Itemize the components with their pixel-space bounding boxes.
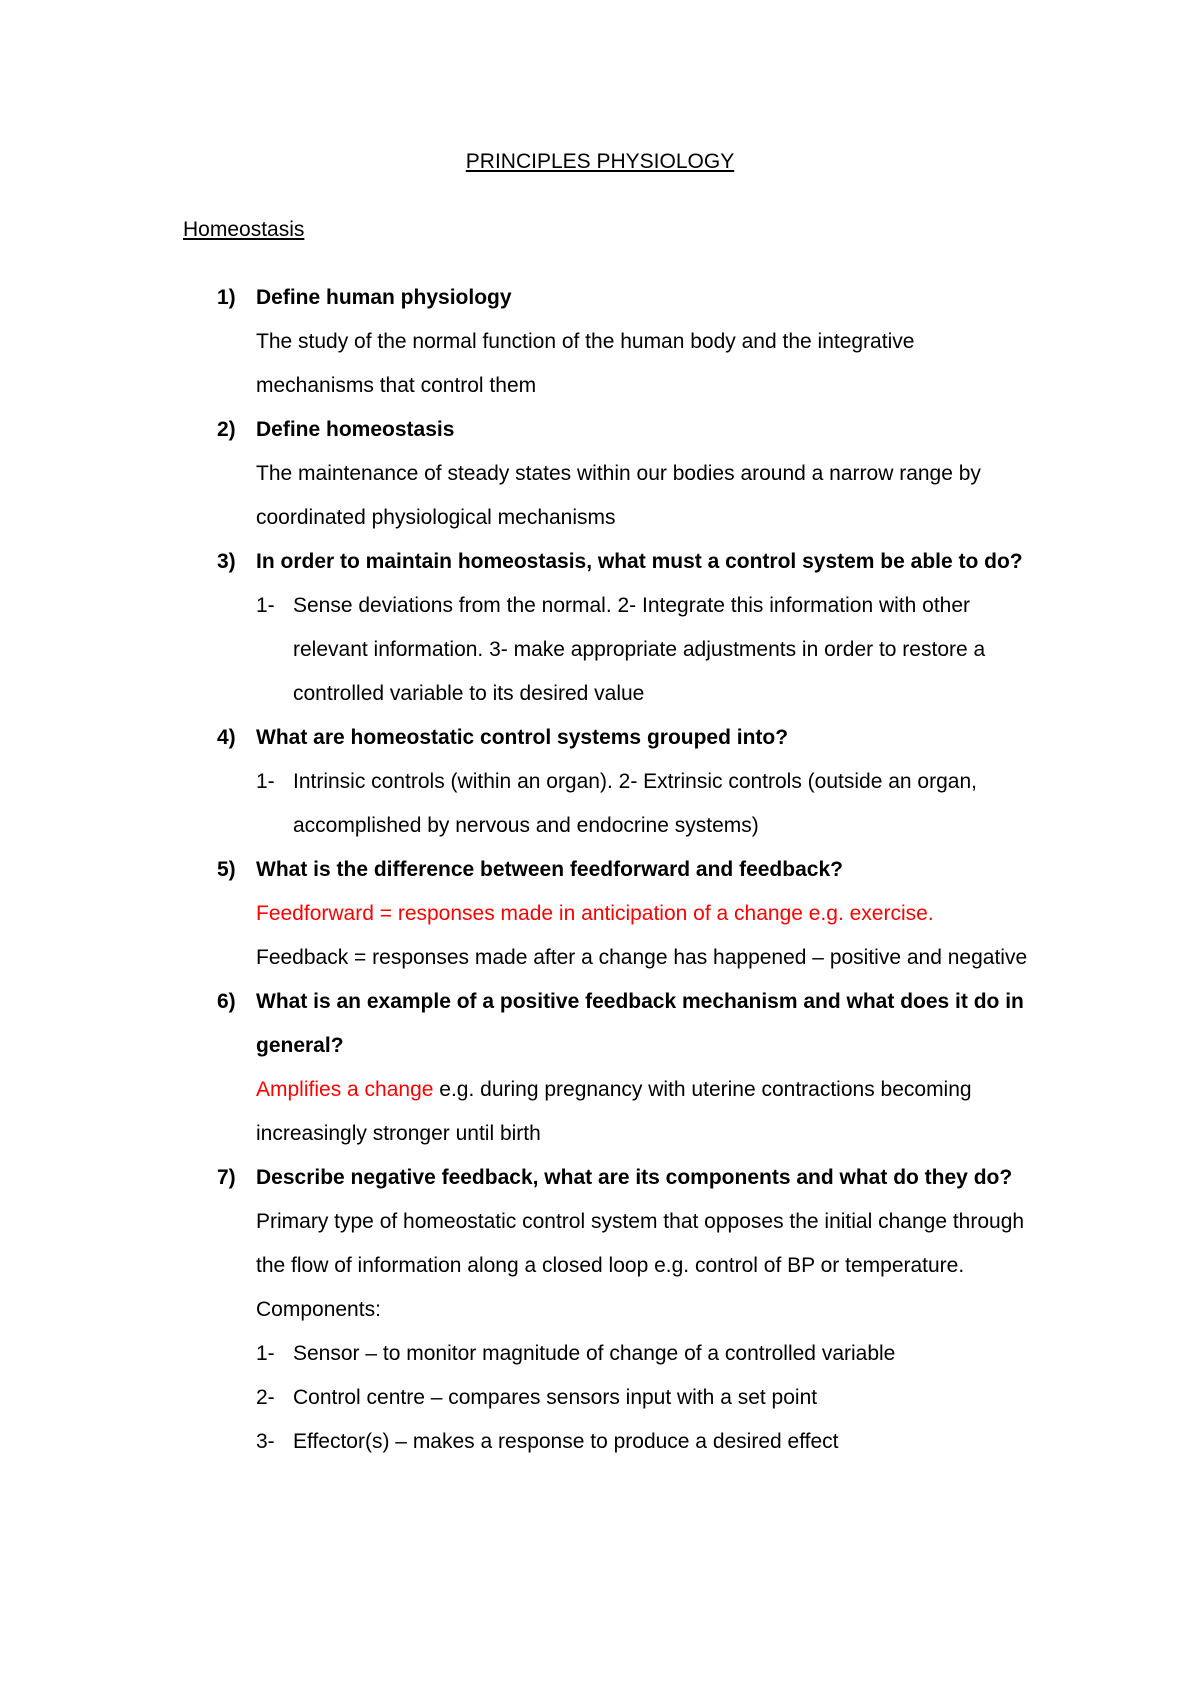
answer-paragraph bbox=[256, 1068, 1036, 1156]
component-text: Sensor – to monitor magnitude of change of a controlled variable bbox=[293, 1342, 896, 1365]
answer-text: e.g. during pregnancy with uterine contractions becoming increasingly stronger until birth bbox=[256, 1078, 972, 1145]
question-list bbox=[0, 276, 1200, 1464]
answer-list bbox=[256, 760, 1036, 848]
question-text: In order to maintain homeostasis, what must a control system be able to do? bbox=[256, 550, 1023, 573]
answer-text: The maintenance of steady states within our bodies around a narrow range by coordinated physiological mechanisms bbox=[256, 462, 981, 529]
highlighted-answer-text: Feedforward = responses made in anticipation of a change e.g. exercise. bbox=[256, 902, 934, 925]
answer-text: Primary type of homeostatic control system that opposes the initial change through the flow of information along a closed loop e.g. control of BP or temperature. Components: bbox=[256, 1210, 1025, 1321]
question-number: 4) bbox=[217, 726, 236, 749]
question-item bbox=[0, 540, 1036, 716]
question-number: 1) bbox=[217, 286, 236, 309]
question-number: 2) bbox=[217, 418, 236, 441]
question-number: 6) bbox=[217, 990, 236, 1013]
section-title: Homeostasis bbox=[183, 218, 305, 241]
answer-list-text: Sense deviations from the normal. 2- Integrate this information with other relevant information. 3- make appropriate adjustments in order to restore a controlled variable to its desired value bbox=[293, 594, 986, 705]
component-item-effector bbox=[256, 1420, 1036, 1464]
question-text: What is an example of a positive feedback mechanism and what does it do in general? bbox=[256, 990, 1024, 1057]
component-number: 2- bbox=[256, 1386, 275, 1409]
component-number: 3- bbox=[256, 1430, 275, 1453]
component-text: Effector(s) – makes a response to produce a desired effect bbox=[293, 1430, 839, 1453]
component-item-control-centre bbox=[256, 1376, 1036, 1420]
question-text: What is the difference between feedforward and feedback? bbox=[256, 858, 843, 881]
component-number: 1- bbox=[256, 1342, 275, 1365]
question-item bbox=[0, 1156, 1036, 1464]
question-number: 3) bbox=[217, 550, 236, 573]
component-item-sensor bbox=[256, 1332, 1036, 1376]
answer-text: The study of the normal function of the human body and the integrative mechanisms that control them bbox=[256, 330, 915, 397]
question-number: 5) bbox=[217, 858, 236, 881]
question-text: Define homeostasis bbox=[256, 418, 455, 441]
highlighted-answer-text: Amplifies a change bbox=[256, 1078, 434, 1101]
question-item bbox=[0, 980, 1036, 1156]
answer-list-number: 1- bbox=[256, 594, 275, 617]
question-number: 7) bbox=[217, 1166, 236, 1189]
answer-list-number: 1- bbox=[256, 770, 275, 793]
question-text: Define human physiology bbox=[256, 286, 512, 309]
component-list bbox=[256, 1332, 1036, 1464]
component-text: Control centre – compares sensors input with a set point bbox=[293, 1386, 818, 1409]
answer-list-text: Intrinsic controls (within an organ). 2- Extrinsic controls (outside an organ, accomplished by nervous and endocrine systems) bbox=[293, 770, 977, 837]
answer-list-item bbox=[256, 760, 1036, 848]
question-item bbox=[0, 408, 1036, 540]
document-title: PRINCIPLES PHYSIOLOGY bbox=[465, 150, 735, 173]
question-item bbox=[0, 276, 1036, 408]
question-text: Describe negative feedback, what are its components and what do they do? bbox=[256, 1166, 1013, 1189]
answer-text: Feedback = responses made after a change has happened – positive and negative bbox=[256, 946, 1028, 969]
question-item bbox=[0, 716, 1036, 848]
question-text: What are homeostatic control systems grouped into? bbox=[256, 726, 789, 749]
answer-list bbox=[256, 584, 1036, 716]
answer-list-item bbox=[256, 584, 1036, 716]
question-item bbox=[0, 848, 1036, 980]
